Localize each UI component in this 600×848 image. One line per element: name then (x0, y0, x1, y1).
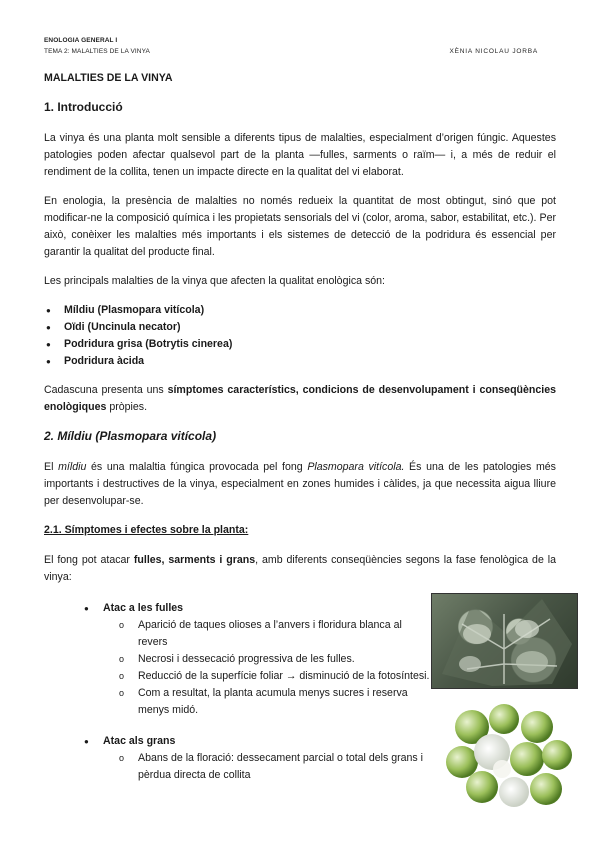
intro-paragraph-3: Les principals malalties de la vinya que afecten la qualitat enològica són: (44, 275, 385, 287)
intro-paragraph-2: En enologia, la presència de malalties no només redueix la quantitat de most obtingut, sinó que pot modificar-ne la composició química i les propietats sensorials del vi (color, aroma, sabor, estabilitat, etc.). Per això, conèixer les malalties més importants i els sistemes de detecció de la podridura és essencial per garantir la qualitat del producte final. (44, 195, 556, 258)
text-run: pròpies. (106, 401, 148, 413)
text-run: És una de les patologies més importants i destructives de la vinya, especialment en zones humides i càlides, ja que necessita aigua lliure per desenvolupar-se. (44, 461, 556, 507)
intro-paragraph-1: La vinya és una planta molt sensible a diferents tipus de malalties, especialment d’origen fúngic. Aquestes patologies poden afectar qualsevol part de la planta —fulles, sarments o raïm— i, a més de reduir el rendiment de la collita, tenen un impacte directe en la qualitat del vi elaborat. (44, 132, 556, 178)
subsection-2-1-heading: 2.1. Símptomes i efectes sobre la planta: (44, 524, 249, 536)
heading-part: ) (212, 429, 217, 443)
heading-part: Plasmopara vitícola (99, 429, 213, 443)
document-title: MALALTIES DE LA VINYA (44, 72, 173, 84)
mildiu-paragraph-1 (44, 459, 556, 510)
mildew-leaf-photo (431, 593, 578, 689)
attack-grapes-title: ● Atac als grans (84, 733, 434, 750)
diseases-list (44, 302, 556, 370)
grapes-illustration (442, 697, 578, 812)
attack-leaves-title: ● Atac a les fulles (84, 600, 434, 617)
list-item: o Com a resultat, la planta acumula menys sucres i reserva menys midó. (103, 685, 434, 719)
attack-leaves-block (84, 600, 434, 719)
mildew-grapes-photo (442, 697, 578, 812)
text-run: Cadascuna presenta uns (44, 384, 168, 396)
list-item: o Reducció de la superfície foliar → disminució de la fotosíntesi. (103, 668, 434, 685)
text-run: , amb diferents conseqüències segons la fase fenològica de la vinya: (44, 554, 556, 583)
text-run-bold: fulles, sarments i grans (133, 554, 256, 566)
text-run: El (44, 461, 59, 473)
header-course: ENOLOGIA GENERAL I (44, 37, 118, 44)
list-item: ● Oïdi (Uncinula necator) (44, 319, 556, 336)
text-run: és una malaltia fúngica provocada pel fong (86, 461, 308, 473)
list-item: ● Podridura àcida (44, 353, 556, 370)
text-run-italic: Plasmopara vitícola. (307, 461, 405, 473)
text-run-bold: símptomes característics, condicions de desenvolupament i conseqüències enològiques (44, 384, 556, 413)
header-author: XÈNIA NICOLAU JORBA (449, 48, 538, 55)
heading-part: 2. Míldiu ( (44, 429, 100, 443)
text-run: El fong pot atacar (44, 554, 134, 566)
section-1-heading: 1. Introducció (44, 100, 123, 114)
leaf-illustration (432, 594, 577, 688)
section-2-heading (44, 428, 556, 445)
header-topic: TEMA 2: MALALTIES DE LA VINYA (44, 48, 150, 55)
list-item: o Abans de la floració: dessecament parcial o total dels grans i pèrdua directa de collita (103, 750, 434, 784)
list-item: o Aparició de taques olioses a l’anvers i floridura blanca al revers (103, 617, 434, 651)
text-run-italic: míldiu (58, 461, 87, 473)
intro-paragraph-4 (44, 382, 556, 416)
attack-grapes-list (84, 750, 434, 784)
list-item: ● Podridura grisa (Botrytis cinerea) (44, 336, 556, 353)
attack-grapes-block (84, 733, 434, 784)
attack-leaves-list (84, 617, 434, 719)
list-item: ● Míldiu (Plasmopara vitícola) (44, 302, 556, 319)
list-item: o Necrosi i dessecació progressiva de les fulles. (103, 651, 434, 668)
mildiu-paragraph-2 (44, 552, 556, 586)
